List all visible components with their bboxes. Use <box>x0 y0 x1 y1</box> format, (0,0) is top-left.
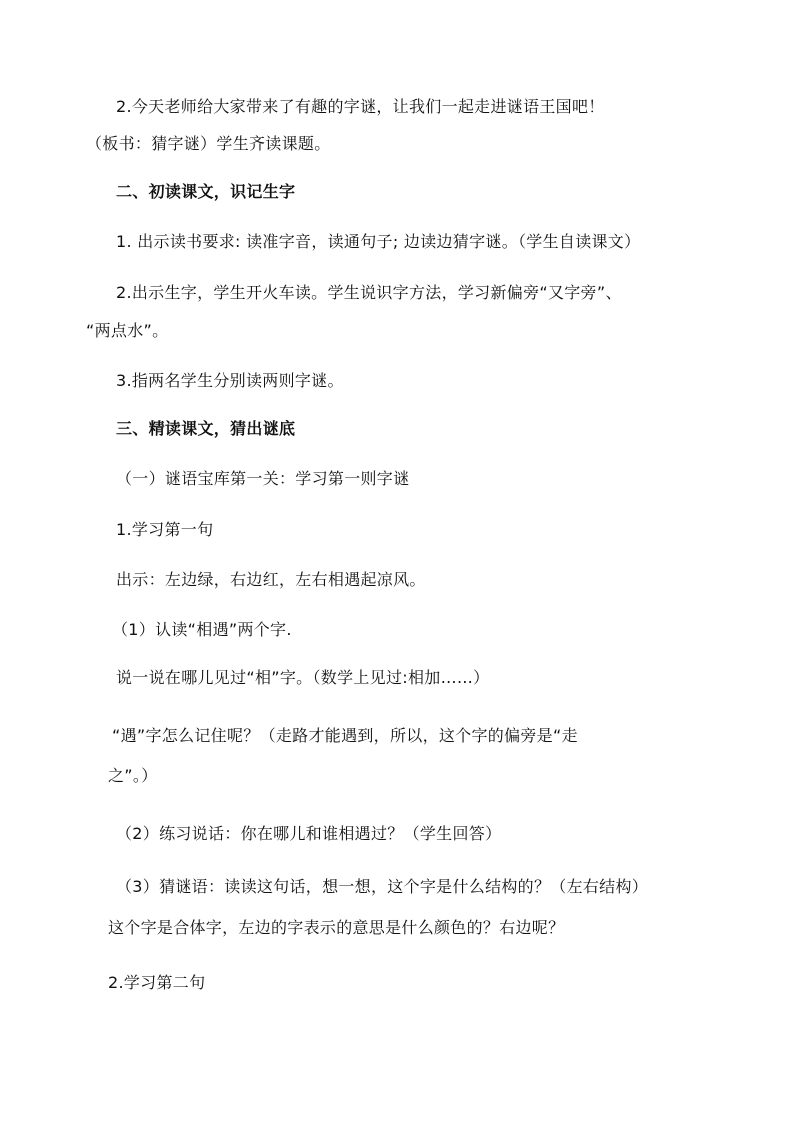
paragraph-step-3: 3.指两名学生分别读两则字谜。 <box>116 371 344 390</box>
section-heading-2: 二、初读课文，识记生字 <box>116 182 296 201</box>
paragraph-board-title: （板书：猜字谜）学生齐读课题。 <box>86 134 331 153</box>
paragraph-item-1-detail: 说一说在哪儿见过“相”字。（数学上见过:相加……） <box>116 668 490 687</box>
paragraph-step-1: 1. 出示读书要求: 读准字音，读通句子; 边读边猜字谜。（学生自读课文） <box>116 232 641 251</box>
subsection-heading-1: （一）谜语宝库第一关：学习第一则字谜 <box>116 469 410 488</box>
paragraph-item-3: （3）猜谜语：读读这句话，想一想，这个字是什么结构的？（左右结构） <box>116 877 649 896</box>
paragraph-item-1-question-cont: 之”。） <box>108 766 158 785</box>
paragraph-item-1: （1）认读“相遇”两个字. <box>112 620 292 639</box>
paragraph-item-2: （2）练习说话：你在哪儿和谁相遇过？（学生回答） <box>116 824 502 843</box>
paragraph-item-1-question: “遇”字怎么记住呢？（走路才能遇到，所以，这个字的偏旁是“走 <box>112 726 578 745</box>
paragraph-sentence-1: 1.学习第一句 <box>116 520 214 539</box>
paragraph-intro-riddles: 2.今天老师给大家带来了有趣的字谜，让我们一起走进谜语王国吧！ <box>116 97 605 116</box>
paragraph-display: 出示：左边绿，右边红，左右相遇起凉风。 <box>116 570 426 589</box>
paragraph-item-3-cont: 这个字是合体字，左边的字表示的意思是什么颜色的？右边呢？ <box>108 918 565 937</box>
paragraph-step-2: 2.出示生字，学生开火车读。学生说识字方法，学习新偏旁“又字旁”、 <box>116 283 622 302</box>
section-heading-3: 三、精读课文，猜出谜底 <box>116 419 296 438</box>
paragraph-step-2-cont: “两点水”。 <box>86 321 169 340</box>
paragraph-sentence-2: 2.学习第二句 <box>108 973 206 992</box>
